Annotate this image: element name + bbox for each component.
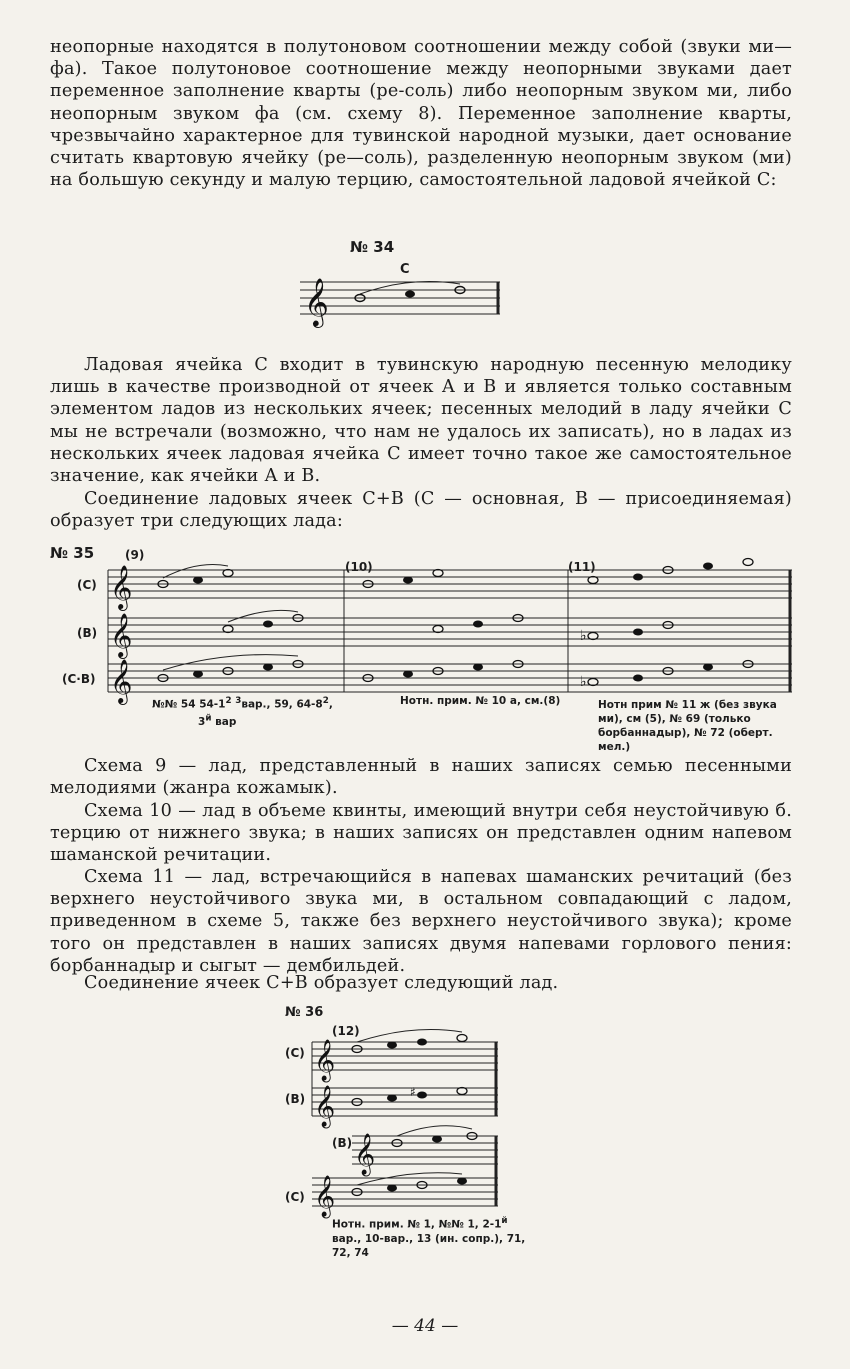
paragraph-1: неопорные находятся в полутоновом соотношении между собой (звуки ми—фа). Такое полутоновое соотношение между неопорными звуками дает переменное заполнение кварты (ре-соль) либо неопорным звуком ми, либо неопорным звуком фа (см. схему 8). Переменное заполнение кварты, чрезвычайно характерное для тувинской народной музыки, дает основание считать квартовую ячейку (ре—соль), разделенную неопорным звуком (ми) на большую секунду и малую терцию, самостоятельной ладовой ячейкой С: (50, 37, 792, 191)
ex36-row-4: (С) (285, 1190, 305, 1204)
paragraph-3: Соединение ладовых ячеек С+В (С — основная, В — присоединяемая) образует три следующих лада: (50, 489, 792, 532)
row-c-label: (С) (77, 578, 97, 592)
svg-text:♯: ♯ (410, 1085, 416, 1099)
svg-text:𝄞: 𝄞 (110, 565, 133, 609)
example-34-cell-label: С (400, 262, 410, 277)
svg-text:𝄞: 𝄞 (314, 1176, 336, 1217)
ex36-row-2: (В) (285, 1092, 306, 1106)
ex36-row-3: (В) (332, 1136, 353, 1150)
scheme-11-source: Нотн прим № 11 ж (без звука ми), см (5), № 69 (только борбаннадыр), № 72 (оберт. мел.) (598, 699, 777, 753)
ex36-row-1: (С) (285, 1046, 305, 1060)
scheme-11-label: (11) (568, 560, 596, 574)
svg-text:𝄞: 𝄞 (314, 1086, 336, 1127)
paragraph-4: Схема 9 — лад, представленный в наших записях семью песенными мелодиями (жанра кожамык). (50, 756, 792, 799)
row-cb-label: (С·В) (62, 672, 96, 686)
paragraph-6: Схема 11 — лад, встречающийся в напевах шаманских речитаций (без верхнего неустойчивого звука ми, в остальном совпадающий с ладом, приведенном в схеме 5, также без верхнего неустойчивого звука); кроме того он представлен в наших записях двумя напевами горлового пения: борбаннадыр и сыгыт — дембильдей. (50, 867, 792, 976)
scheme-9-source: №№ 54 $54-1^2$ $^3$вар., 59, $64-8^2$, $3^й$ вар (152, 696, 333, 728)
svg-text:𝄞: 𝄞 (314, 1040, 336, 1081)
example-34-staff (300, 270, 500, 330)
scheme-10-source: Нотн. прим. № 10 а, см.(8) (400, 695, 561, 707)
example-34-number: № 34 (350, 238, 395, 256)
page-number: — 44 — (391, 1316, 459, 1336)
scheme-12-label: (12) (332, 1024, 360, 1038)
scheme-10-label: (10) (345, 560, 373, 574)
example-35-number: № 35 (50, 544, 95, 562)
svg-text:♭: ♭ (580, 628, 587, 644)
scheme-9-label: (9) (125, 548, 145, 562)
example-36-source: Нотн. прим. № 1, №№ 1, $2-1^й$ вар., 10-вар., 13 (ин. сопр.), 71, 72, 74 (332, 1216, 526, 1259)
svg-text:𝄞: 𝄞 (354, 1134, 376, 1175)
treble-clef-icon: 𝄞 (304, 277, 329, 326)
paragraph-2: Ладовая ячейка С входит в тувинскую народную песенную мелодику лишь в качестве производной от ячеек А и В и является только составным элементом ладов из нескольких ячеек; песенных мелодий в ладу ячейки С мы не встречали (возможно, что нам не удалось их записать), но в ладах из нескольких ячеек ладовая ячейка С имеет точно такое же самостоятельное значение, как ячейки А и В. (50, 355, 792, 487)
svg-text:♭: ♭ (580, 674, 587, 690)
svg-text:𝄞: 𝄞 (110, 659, 133, 703)
row-b-label: (В) (77, 626, 98, 640)
paragraph-7: Соединение ячеек С+В образует следующий лад. (84, 973, 559, 993)
example-36-staves (312, 1034, 498, 1217)
example-36-number: № 36 (285, 1005, 324, 1020)
svg-text:𝄞: 𝄞 (110, 613, 133, 657)
paragraph-5: Схема 10 — лад в объеме квинты, имеющий внутри себя неустойчивую б. терцию от нижнего звука; в наших записях он представлен одним напевом шаманской речитации. (50, 801, 792, 866)
